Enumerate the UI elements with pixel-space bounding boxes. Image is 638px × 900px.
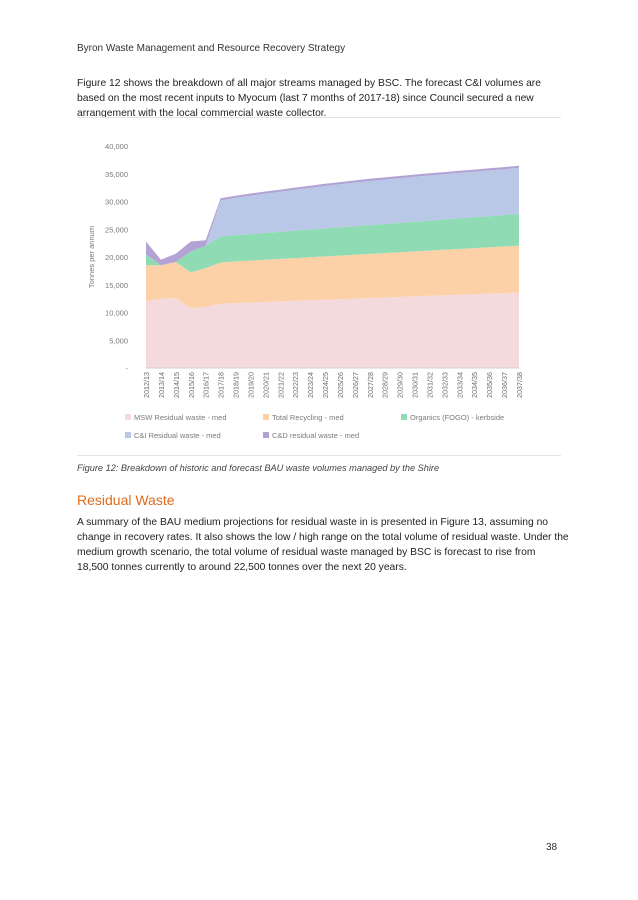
legend-swatch [125,432,131,438]
chart-svg [77,118,561,454]
x-tick-label: 2030/31 [410,372,420,398]
x-tick-label: 2035/36 [485,372,495,398]
x-tick-label: 2032/33 [440,372,450,398]
x-tick-label: 2023/24 [306,372,316,398]
x-tick-label: 2021/22 [276,372,286,398]
y-tick-label: - [125,364,128,373]
intro-paragraph: Figure 12 shows the breakdown of all major streams managed by BSC. The forecast C&I volumes are based on the most recent inputs to Myocum (last 7 months of 2017-18) since Council secured a new arrangement with the local commercial waste collector. [77,78,541,119]
x-tick-label: 2015/16 [186,372,196,398]
y-tick-label: 25,000 [105,225,128,235]
x-tick-label: 2034/35 [470,372,480,398]
y-tick-label: 35,000 [105,169,128,179]
x-tick-label: 2036/37 [500,372,510,398]
legend-swatch [401,414,407,420]
legend-label: MSW Residual waste - med [134,413,227,422]
waste-volumes-chart [77,118,561,454]
y-tick-label: 30,000 [105,197,128,207]
x-tick-label: 2026/27 [350,372,360,398]
x-tick-label: 2024/25 [321,372,331,398]
x-tick-label: 2016/17 [201,372,211,398]
x-tick-label: 2028/29 [380,372,390,398]
x-tick-label: 2031/32 [425,372,435,398]
x-tick-label: 2019/20 [246,372,256,398]
x-tick-label: 2022/23 [291,372,301,398]
x-tick-label: 2014/15 [171,372,181,398]
x-tick-label: 2029/30 [395,372,405,398]
legend-label: Total Recycling - med [272,413,344,422]
legend-swatch [263,432,269,438]
y-tick-label: 40,000 [105,142,128,151]
y-tick-label: 20,000 [105,253,128,262]
x-tick-label: 2025/26 [335,372,345,398]
legend-swatch [263,414,269,420]
x-tick-label: 2020/21 [261,372,271,398]
page-number: 38 [546,842,558,853]
section-title: Residual Waste [77,492,175,508]
figure-bottom-divider [77,455,561,456]
y-tick-label: 10,000 [105,308,128,318]
x-tick-label: 2017/18 [216,372,226,398]
legend-label: C&I Residual waste - med [134,431,221,440]
document-header: Byron Waste Management and Resource Recovery Strategy [77,43,346,54]
y-tick-label: 15,000 [105,280,128,290]
x-tick-label: 2033/34 [455,372,465,398]
x-tick-label: 2037/38 [515,372,524,398]
legend-swatch [125,414,131,420]
legend-label: C&D residual waste - med [272,431,360,440]
y-axis-title: Tonnes per annum [87,225,96,289]
legend-label: Organics (FOGO) - kerbside [410,413,505,422]
x-tick-label: 2027/28 [365,372,375,398]
x-tick-label: 2012/13 [142,372,151,398]
y-tick-label: 5,000 [109,336,128,346]
x-tick-label: 2013/14 [156,372,166,398]
figure-caption: Figure 12: Breakdown of historic and forecast BAU waste volumes managed by the Shire [77,463,440,473]
section-paragraph: A summary of the BAU medium projections for residual waste in is presented in Figure 13, assuming no change in recovery rates. It also shows the low / high range on the total volume of residual waste. Under the medium growth scenario, the total volume of residual waste managed by BSC is forecast to rise from 18,500 tonnes currently to around 22,500 tonnes over the next 20 years. [77,517,569,573]
x-tick-label: 2018/19 [231,372,241,398]
